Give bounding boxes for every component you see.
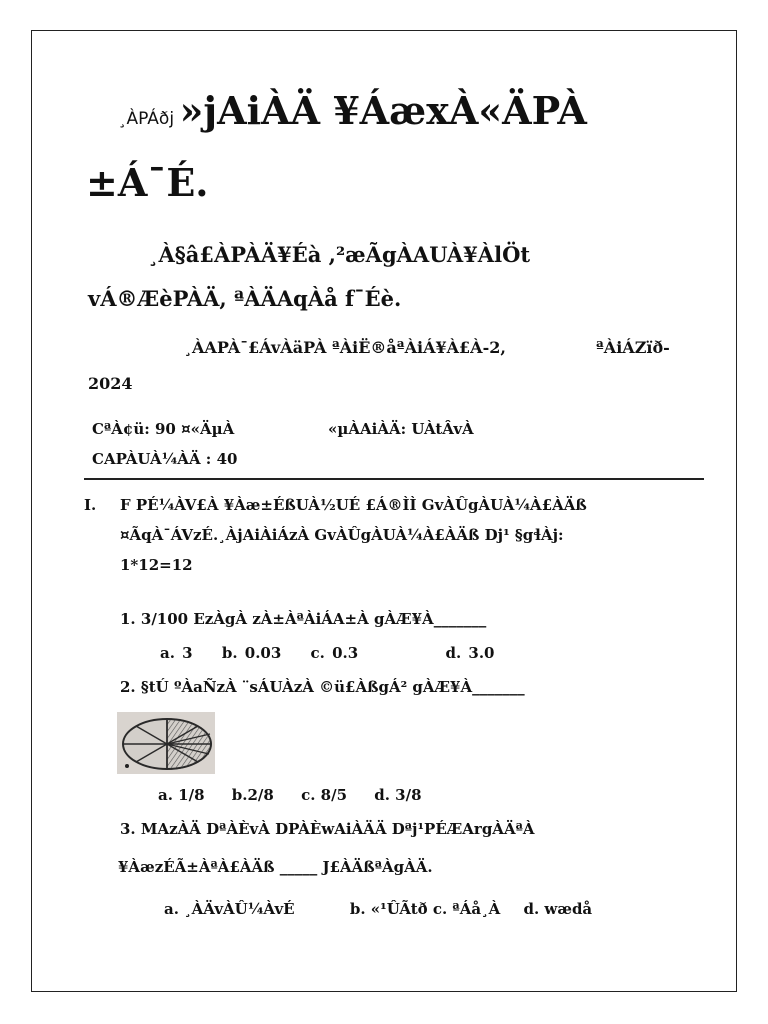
option-b: b.2/8 (231, 786, 274, 804)
option-d: d. 3/8 (374, 786, 422, 804)
subject-label: «µÀAiÀÄ: UÀtÂvÀ (328, 420, 474, 438)
header-divider (84, 478, 704, 480)
shaded-circle-icon (117, 712, 215, 774)
question-2-options (158, 786, 444, 804)
option-a: a. ¸ÀÄvÀÛ¼ÀvÉ (164, 900, 295, 918)
question-1-options (160, 644, 517, 662)
marks-label: CAPÀUÀ¼ÀÄ : 40 (92, 450, 238, 468)
option-b: b. 0.03 (221, 644, 282, 662)
school-title (118, 88, 587, 133)
question-3-options (164, 900, 626, 918)
option-c: c. 0.3 (310, 644, 359, 662)
school-title-main: »jAiÀÄ ¥ÁæxÀ«ÄPÀ (179, 88, 587, 133)
exam-name: ¸ÀAPÀ¯£ÁvÀäPÀ ªÀiË®åªÀiÁ¥À£À-2, (184, 338, 506, 357)
question-2: 2. §tÚ ºÀaÑzÀ ¨sÁUÀzÀ ©ü£ÀßgÁ² gÀÆ¥À_______ (120, 678, 525, 696)
section-instruction-line2: ¤ÃqÀ¯ÁVzÉ.¸ÀjAiÀiÁzÀ GvÀÛgÀUÀ¼À£ÀÄß Dj¹ §gɬÀj: (120, 526, 564, 544)
exam-year: 2024 (88, 374, 133, 393)
section-instruction-line1: F PÉ¼ÀV£À ¥Àæ±ÉßUÀ½UÉ £Á®ÌÌ GvÀÛgÀUÀ¼À£ÀÄß (120, 496, 587, 514)
section-marks: 1*12=12 (120, 556, 193, 574)
option-a: a. 3 (160, 644, 193, 662)
question-3-line2: ¥ÀæzÉÃ±ÀªÀ£ÀÄß _____ J£ÀÄßªÀgÀÄ. (118, 858, 433, 876)
option-d: d. wædå (523, 900, 593, 918)
option-b-c: b. «¹ÛÃtð c. ªÁå¸À (349, 900, 501, 918)
option-a: a. 1/8 (158, 786, 205, 804)
section-number: I. (84, 496, 97, 514)
duration-label: CªÀ¢ü: 90 ¤«ÄµÀ (92, 420, 235, 438)
school-address-line1: ¸À§â£ÀPÀÄ¥Éà ,²æÃgÀAUÀ¥ÀlÖt (148, 242, 531, 267)
school-title-line2: ±Á¯É. (86, 160, 209, 205)
exam-month: ªÀiÁZïð- (596, 338, 670, 357)
school-title-prefix: ¸ÀPÁðj (118, 109, 175, 129)
question-1: 1. 3/100 EzÀgÀ zÀ±ÀªÀiÁA±À gÀÆ¥À_______ (120, 610, 487, 628)
option-c: c. 8/5 (301, 786, 348, 804)
fraction-circle-figure (117, 712, 215, 774)
question-3: 3. MAzÀÄ DªÀÈvÀ DPÀÈwAiÀÄÄ Dªj¹PÉÆArgÀÄªÀ (120, 820, 535, 838)
option-d: d. 3.0 (445, 644, 495, 662)
school-address-line2: vÁ®ÆèPÀÄ, ªÀÄAqÀå f¯Éè. (88, 286, 402, 311)
